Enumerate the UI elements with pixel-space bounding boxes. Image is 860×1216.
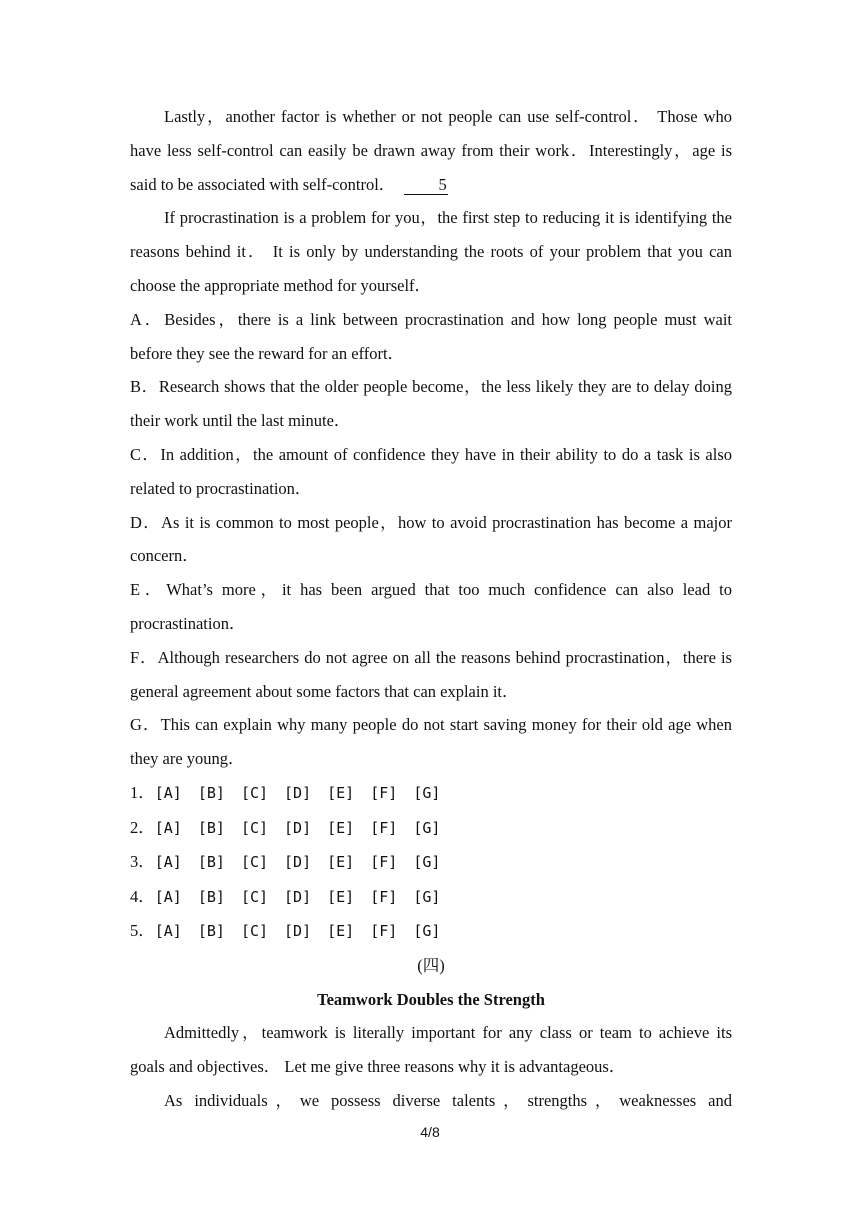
paragraph-self-control: Lastly，another factor is whether or not people can use self-control． Those who have less self-control can easily be drawn away from their work．Interestingly，age is said to be associated with self-control． 5 xyxy=(130,107,732,194)
answer-row-number: 3． xyxy=(130,852,155,872)
answer-choice[interactable]: [G] xyxy=(413,818,441,837)
answer-choice[interactable]: [F] xyxy=(370,922,398,941)
options-list xyxy=(130,303,732,776)
answer-choice[interactable]: [E] xyxy=(327,922,355,941)
answer-row-number: 1． xyxy=(130,782,155,802)
answer-choice[interactable]: [D] xyxy=(284,853,312,872)
page-number: 4/8 xyxy=(420,1124,440,1140)
answer-row-number: 5． xyxy=(130,921,155,941)
option-g: G．This can explain why many people do not start saving money for their old age when they are young． xyxy=(130,715,733,769)
answer-blank: 5 xyxy=(404,176,448,195)
answer-choice[interactable]: [A] xyxy=(154,783,182,802)
answer-row xyxy=(130,914,732,949)
answer-choice[interactable]: [D] xyxy=(284,922,312,941)
answer-choice[interactable]: [B] xyxy=(197,887,225,906)
answer-choice[interactable]: [E] xyxy=(327,783,355,802)
option-b: B．Research shows that the older people become，the less likely they are to delay doing their work until the last minute． xyxy=(130,377,732,431)
answer-choice[interactable]: [C] xyxy=(240,922,269,941)
answer-choice[interactable]: [E] xyxy=(327,887,355,906)
answer-choice[interactable]: [C] xyxy=(240,887,269,906)
answer-choice[interactable]: [G] xyxy=(413,783,441,802)
article-title: Teamwork Doubles the Strength xyxy=(317,989,545,1009)
answer-choice[interactable]: [B] xyxy=(197,783,225,802)
paragraph-teamwork-individuals: As individuals，we possess diverse talents，strengths，weaknesses and xyxy=(164,1090,732,1110)
paragraph-procrastination-problem: If procrastination is a problem for you，the first step to reducing it is identifying the reasons behind it． It is only by understanding the roots of your problem that you can choose the appropriate method for yourself． xyxy=(130,208,732,295)
answer-row xyxy=(130,845,732,880)
answer-row xyxy=(130,880,732,915)
answer-choice[interactable]: [G] xyxy=(413,853,441,872)
document-page xyxy=(130,100,732,1117)
answer-row-number: 4． xyxy=(130,886,155,906)
section-label: (四) xyxy=(417,955,445,975)
answer-choice[interactable]: [B] xyxy=(197,922,225,941)
answer-choice[interactable]: [F] xyxy=(370,887,398,906)
answer-choice[interactable]: [C] xyxy=(240,783,269,802)
paragraph-teamwork-intro: Admittedly，teamwork is literally important for any class or team to achieve its goals and objectives． Let me give three reasons why it is advantageous． xyxy=(130,1023,732,1076)
answer-choice[interactable]: [E] xyxy=(327,853,355,872)
answer-choice[interactable]: [F] xyxy=(370,853,398,872)
answer-choice[interactable]: [B] xyxy=(197,853,225,872)
option-f: F．Although researchers do not agree on all the reasons behind procrastination，there is general agreement about some factors that can explain it． xyxy=(130,647,732,701)
answer-choice[interactable]: [G] xyxy=(413,887,441,906)
option-a: A．Besides，there is a link between procrastination and how long people must wait before they see the reward for an effort． xyxy=(130,309,733,363)
answer-sheet xyxy=(130,776,732,949)
option-d: D．As it is common to most people，how to avoid procrastination has become a major concern． xyxy=(130,512,732,566)
answer-choice[interactable]: [B] xyxy=(197,818,225,837)
answer-choice[interactable]: [E] xyxy=(327,818,355,837)
option-c: C．In addition，the amount of confidence they have in their ability to do a task is also related to procrastination． xyxy=(130,444,732,498)
answer-choice[interactable]: [D] xyxy=(284,783,312,802)
answer-choice[interactable]: [A] xyxy=(154,887,182,906)
answer-choice[interactable]: [G] xyxy=(413,922,441,941)
answer-choice[interactable]: [C] xyxy=(240,853,269,872)
answer-choice[interactable]: [D] xyxy=(284,887,312,906)
answer-choice[interactable]: [F] xyxy=(370,783,398,802)
answer-row xyxy=(130,811,732,846)
answer-row xyxy=(130,776,732,811)
answer-choice[interactable]: [C] xyxy=(240,818,269,837)
answer-choice[interactable]: [F] xyxy=(370,818,398,837)
answer-choice[interactable]: [A] xyxy=(154,818,182,837)
answer-row-number: 2． xyxy=(130,817,155,837)
answer-choice[interactable]: [D] xyxy=(284,818,312,837)
option-e: E．What’s more，it has been argued that too much confidence can also lead to procrastination． xyxy=(130,580,732,633)
answer-choice[interactable]: [A] xyxy=(154,922,182,941)
answer-choice[interactable]: [A] xyxy=(154,853,182,872)
